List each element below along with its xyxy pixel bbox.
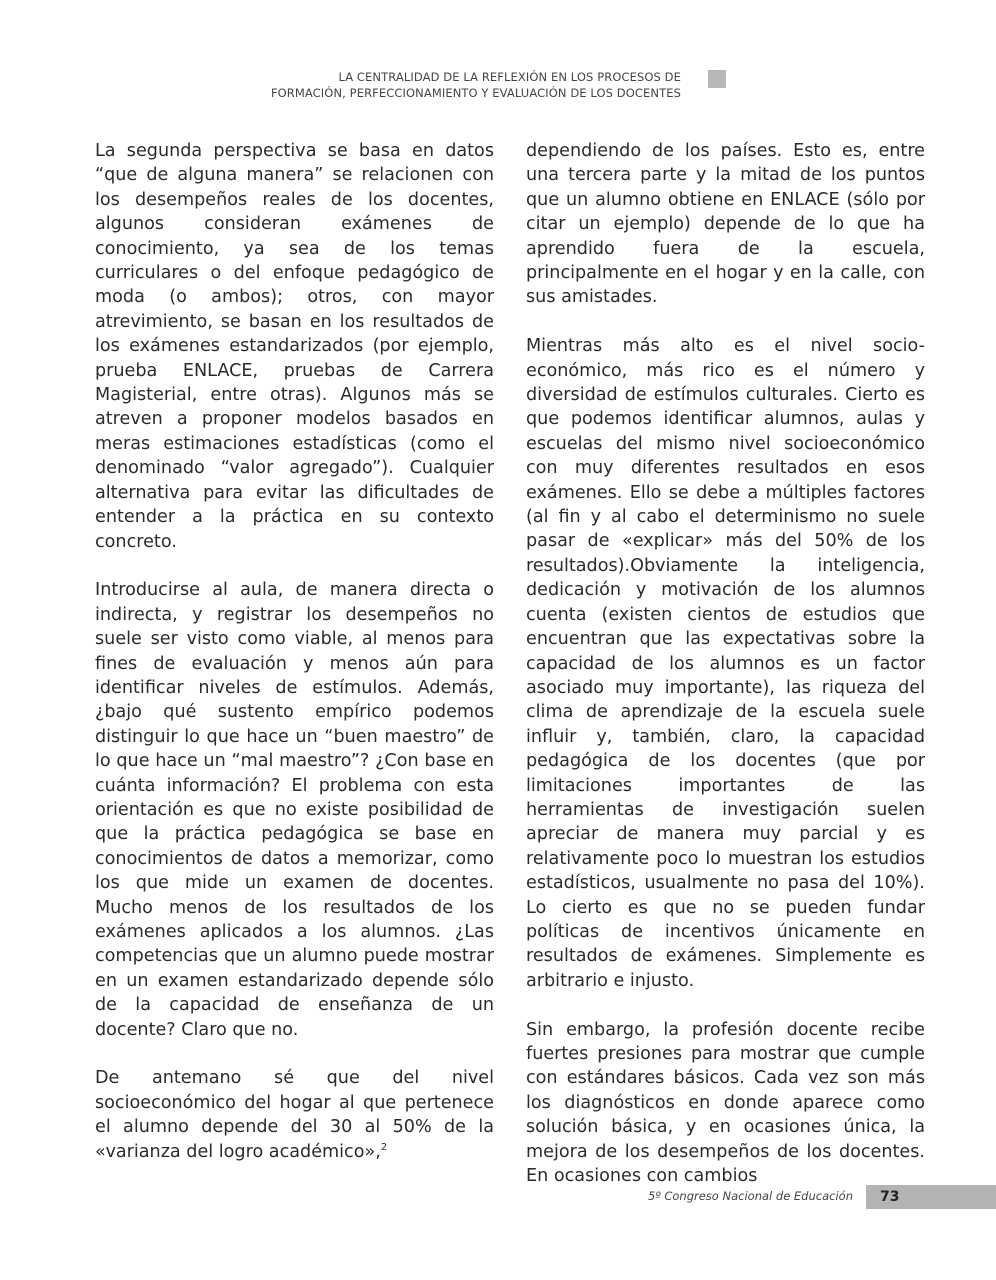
paragraph: Mientras más alto es el nivel socio-económico, más rico es el número y diversidad de estímulos culturales. Cierto es que podemos identificar alumnos, aulas y escuelas del mismo nivel socioeconómico con muy diferentes resultados en esos exámenes. Ello se debe a múltiples factores (al fin y al cabo el determinismo no suele pasar de «explicar» más del 50% de los resultados).Obviamente la inteligencia, dedicación y motivación de los alumnos cuenta (existen cientos de estudios que encuentran que las expectativas sobre la capacidad de los alumnos es un factor asociado muy importante), las riqueza del clima de aprendizaje de la escuela suele influir y, también, claro, la capacidad pedagógica de los docentes (que por limitaciones importantes de las herramientas de investigación suelen apreciar de manera muy parcial y es relativamente poco lo muestran los estudios estadísticos, usualmente no pasa del 10%). Lo cierto es que no se pueden fundar políticas de incentivos únicamente en resultados de exámenes. Simplemente es arbitrario e injusto. [526, 336, 925, 991]
page-number: 73 [880, 1189, 900, 1205]
right-column [526, 139, 925, 1188]
left-column [95, 139, 494, 1164]
paragraph: La segunda perspectiva se basa en datos “que de alguna manera” se relacionen con los desempeños reales de los docentes, algunos consideran exámenes de conocimiento, ya sea de los temas curriculares o del enfoque pedagógico de moda (o ambos); otros, con mayor atrevimiento, se basan en los resultados de los exámenes estandarizados (por ejemplo, prueba ENLACE, pruebas de Carrera Magisterial, entre otras). Algunos más se atreven a proponer modelos basados en meras estimaciones estadísticas (como el denominado “valor agregado”). Cualquier alternativa para evitar las dificultades de entender a la práctica en su contexto concreto. [95, 141, 494, 552]
footer-conference-title: 5º Congreso Nacional de Educación [647, 1189, 853, 1203]
header-line-2: FORMACIÓN, PERFECCIONAMIENTO Y EVALUACIÓN DE LOS DOCENTES [270, 86, 681, 100]
paragraph-with-footnote [95, 1066, 494, 1164]
paragraph-text: De antemano sé que del nivel socioeconómico del hogar al que pertenece el alumno depende del 30 al 50% de la «varianza del logro académico», [95, 1068, 494, 1162]
paragraph: dependiendo de los países. Esto es, entre una tercera parte y la mitad de los puntos que un alumno obtiene en ENLACE (sólo por citar un ejemplo) depende de lo que ha aprendido fuera de la escuela, principalmente en el hogar y en la calle, con sus amistades. [526, 141, 925, 308]
footnote-marker[interactable]: 2 [380, 1141, 388, 1153]
paragraph: Introducirse al aula, de manera directa o indirecta, y registrar los desempeños no suele ser visto como viable, al menos para fines de evaluación y menos aún para identificar niveles de estímulos. Además, ¿bajo qué sustento empírico podemos distinguir lo que hace un “buen maestro” de lo que hace un “mal maestro”? ¿Con base en cuánta información? El problema con esta orientación es que no existe posibilidad de que la práctica pedagógica se base en conocimientos de datos a memorizar, como los que mide un examen de docentes. Mucho menos de los resultados de los exámenes aplicados a los alumnos. ¿Las competencias que un alumno puede mostrar en un examen estandarizado depende sólo de la capacidad de enseñanza de un docente? Claro que no. [95, 580, 494, 1040]
paragraph: Sin embargo, la profesión docente recibe fuertes presiones para mostrar que cumple con estándares básicos. Cada vez son más los diagnósticos en donde aparece como solución básica, y en ocasiones única, la mejora de los desempeños de los docentes. En ocasiones con cambios [526, 1019, 925, 1187]
header-square [708, 70, 726, 88]
header-line-1: LA CENTRALIDAD DE LA REFLEXIÓN EN LOS PROCESOS DE [338, 70, 681, 84]
running-header [161, 69, 681, 101]
